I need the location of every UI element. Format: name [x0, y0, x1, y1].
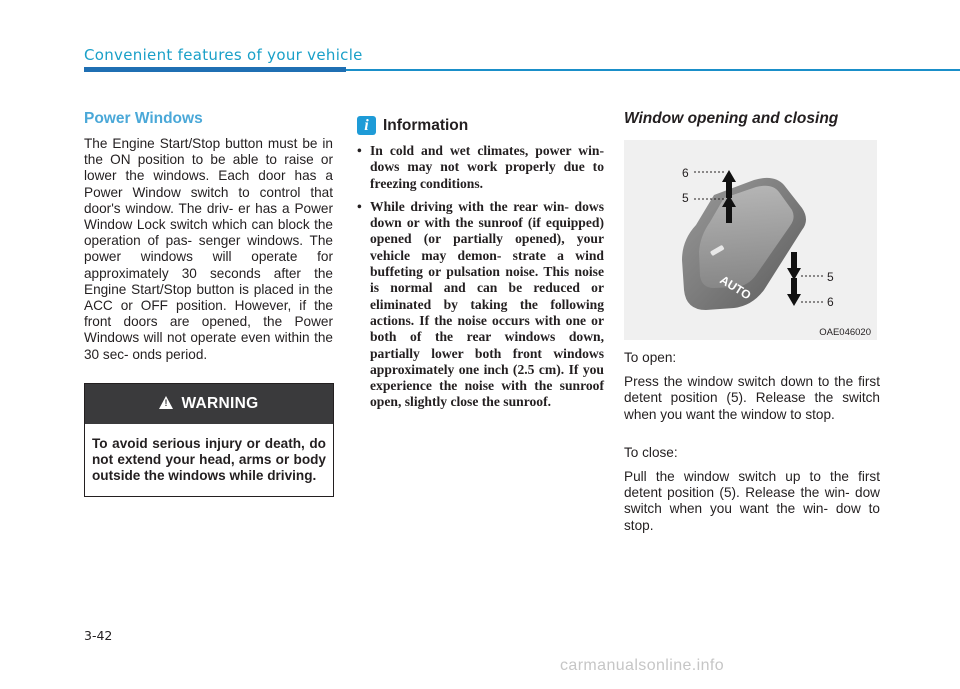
- information-title: Information: [383, 116, 469, 134]
- window-section-title: Window opening and closing: [624, 110, 839, 127]
- warning-label: WARNING: [181, 394, 259, 412]
- label-up-5: 5: [682, 191, 689, 205]
- information-header: [357, 116, 604, 135]
- arrow-down-icon: [787, 252, 801, 280]
- list-item: • In cold and wet climates, power win- dows may not work properly due to freezing conditions.: [357, 143, 604, 192]
- page-number: 3-42: [84, 628, 113, 643]
- warning-box: [84, 383, 334, 498]
- column-information: [357, 110, 604, 418]
- info-icon: i: [357, 116, 376, 135]
- open-heading: To open:: [624, 350, 677, 365]
- switch-auto-text: AUTO: [717, 272, 754, 303]
- window-switch-figure: [624, 140, 877, 340]
- header-rule: [346, 69, 960, 71]
- label-up-6: 6: [682, 166, 689, 180]
- warning-triangle-icon: [159, 396, 173, 409]
- list-item: • While driving with the rear win- dows down or with the sunroof (if equipped) opened (or partially opened), your vehicle may demon- strate a wind buffeting or pulsation noise. This noise is normal and can be reduced or eliminated by taking the following actions. If the noise occurs with one or both of the rear windows down, partially lower both front windows approximately one inch (2.5 cm). If you experience the noise with the sunroof open, slightly close the sunroof.: [357, 199, 604, 411]
- power-windows-title: Power Windows: [84, 110, 203, 127]
- column-window-operation: [624, 110, 880, 542]
- arrow-down-icon: [787, 278, 801, 306]
- watermark: carmanualsonline.info: [560, 657, 725, 674]
- header-bar-accent: [84, 67, 346, 72]
- window-switch-illustration: [624, 140, 877, 340]
- open-text: Press the window switch down to the first detent position (5). Release the switch when you want the window to stop.: [624, 374, 880, 422]
- warning-header: [85, 384, 333, 424]
- column-power-windows: [84, 110, 333, 497]
- window-instructions: [624, 350, 880, 534]
- figure-code: OAE046020: [819, 327, 871, 338]
- label-down-5: 5: [827, 270, 834, 284]
- section-header-title: Convenient features of your vehicle: [84, 46, 363, 64]
- label-down-6: 6: [827, 295, 834, 309]
- warning-text: To avoid serious injury or death, do not extend your head, arms or body outside the windows while driving.: [92, 435, 326, 484]
- close-heading: To close:: [624, 444, 678, 460]
- power-windows-body: The Engine Start/Stop button must be in the ON position to be able to raise or lower the windows. Each door has a Power Window switch to control that door's window. The driv- er has a Power Window Lock switch which can block the operation of pas- senger windows. The power windows will operate for approximately 30 seconds after the Engine Start/Stop button is placed in the ACC or OFF position. However, if the front doors are opened, the Power Windows will not operate even within the 30 sec- onds period.: [84, 136, 333, 362]
- close-text: Pull the window switch up to the first detent position (5). Release the win- dow switch when you want the win- dow to stop.: [624, 469, 880, 533]
- information-list: [357, 143, 604, 411]
